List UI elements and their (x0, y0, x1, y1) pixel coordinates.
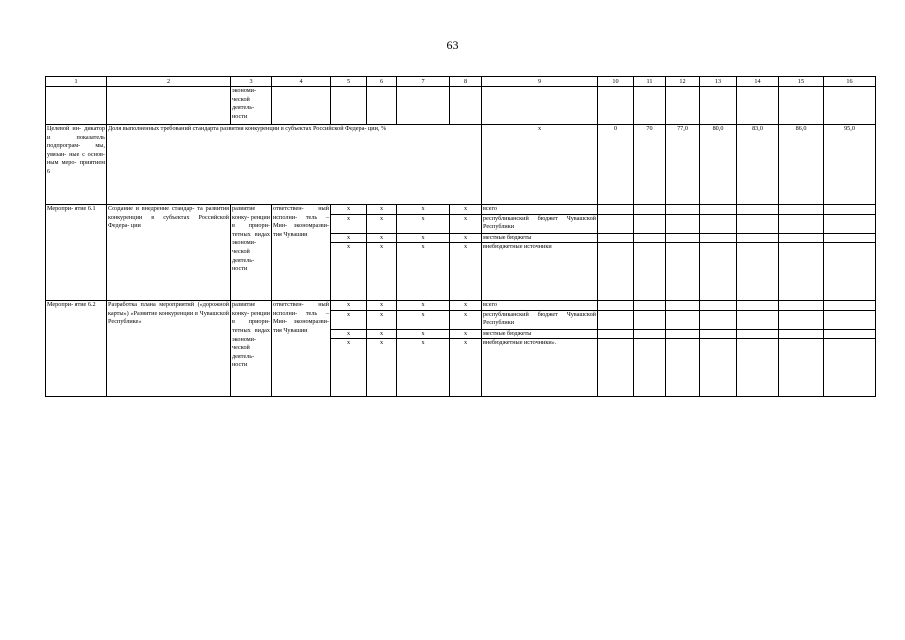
x-mark: х (367, 310, 397, 329)
event-executor: ответствен- ный исполни- тель – Мин- экономразви- тия Чувашии (272, 301, 331, 397)
funding-source: местные бюджеты (482, 233, 598, 243)
x-mark: х (397, 329, 450, 339)
x-mark: х (367, 329, 397, 339)
header-cell: 8 (450, 77, 482, 87)
event-label: Меропри- ятие 6.2 (46, 301, 107, 397)
header-cell: 13 (700, 77, 737, 87)
page-number: 63 (446, 38, 459, 52)
x-mark: х (450, 329, 482, 339)
header-cell: 9 (482, 77, 598, 87)
funding-source: внебюджетные источники». (482, 339, 598, 397)
funding-source: всего (482, 205, 598, 215)
x-mark: х (450, 214, 482, 233)
indicator-value: 70 (634, 125, 666, 205)
x-mark: х (331, 205, 367, 215)
continuation-row (46, 87, 876, 125)
header-cell: 14 (737, 77, 779, 87)
funding-source: республиканский бюджет Чувашской Республики (482, 214, 598, 233)
x-mark: х (331, 339, 367, 397)
header-cell: 5 (331, 77, 367, 87)
x-mark: х (331, 310, 367, 329)
budget-table (45, 76, 876, 397)
x-mark: х (450, 233, 482, 243)
header-cell: 2 (107, 77, 231, 87)
header-cell: 1 (46, 77, 107, 87)
header-cell: 10 (598, 77, 634, 87)
funding-source: всего (482, 301, 598, 311)
x-mark: х (331, 301, 367, 311)
x-mark: х (397, 205, 450, 215)
funding-source: республиканский бюджет Чувашской Республики (482, 310, 598, 329)
x-mark: х (367, 233, 397, 243)
x-mark: х (397, 301, 450, 311)
x-mark: х (331, 329, 367, 339)
header-cell: 7 (397, 77, 450, 87)
x-mark: х (450, 243, 482, 301)
x-mark: х (397, 243, 450, 301)
indicator-value: 83,0 (737, 125, 779, 205)
header-cell: 4 (272, 77, 331, 87)
x-mark: х (450, 301, 482, 311)
x-mark: х (367, 301, 397, 311)
indicator-value: 86,0 (779, 125, 824, 205)
event-description: Разработка плана мероприятий («дорожной карты») «Развитие конкуренции в Чувашской Республике» (107, 301, 231, 397)
x-mark: х (331, 243, 367, 301)
event-row (46, 205, 876, 215)
event-activity: развитие конку- ренции в приори- тетных видах экономи- ческой деятель- ности (231, 205, 272, 301)
x-mark: х (450, 205, 482, 215)
funding-source: внебюджетные источники (482, 243, 598, 301)
x-mark: х (397, 310, 450, 329)
header-row (46, 77, 876, 87)
indicator-row (46, 125, 876, 205)
header-cell: 3 (231, 77, 272, 87)
indicator-label: Целевой ин- дикатор и показатель подпрограм- мы, увязан- ные с основ- ным меро- приятием 6 (46, 125, 107, 205)
x-mark: х (367, 339, 397, 397)
indicator-value: 80,0 (700, 125, 737, 205)
activity-cell: экономи- ческой деятель- ности (231, 87, 272, 125)
x-mark: х (367, 243, 397, 301)
event-description: Создание и внедрение стандар- та развития конкуренции в субъектах Российской Федера- ции (107, 205, 231, 301)
x-mark: х (367, 214, 397, 233)
header-cell: 15 (779, 77, 824, 87)
x-mark: х (367, 205, 397, 215)
indicator-description: Доля выполненных требований стандарта развития конкуренции в субъектах Российской Федера- ции, % (107, 125, 482, 205)
x-mark: х (450, 339, 482, 397)
event-executor: ответствен- ный исполни- тель – Мин- экономразви- тия Чувашии (272, 205, 331, 301)
x-mark: х (331, 214, 367, 233)
indicator-value: 95,0 (824, 125, 876, 205)
x-mark: х (450, 310, 482, 329)
event-label: Меропри- ятие 6.1 (46, 205, 107, 301)
funding-source: местные бюджеты (482, 329, 598, 339)
x-mark: х (397, 214, 450, 233)
indicator-value: 77,0 (666, 125, 700, 205)
indicator-x: х (482, 125, 598, 205)
event-activity: развитие конку- ренции в приори- тетных видах экономи- ческой деятель- ности (231, 301, 272, 397)
header-cell: 6 (367, 77, 397, 87)
x-mark: х (397, 339, 450, 397)
x-mark: х (331, 233, 367, 243)
event-row (46, 301, 876, 311)
indicator-value: 0 (598, 125, 634, 205)
header-cell: 12 (666, 77, 700, 87)
header-cell: 11 (634, 77, 666, 87)
x-mark: х (397, 233, 450, 243)
header-cell: 16 (824, 77, 876, 87)
